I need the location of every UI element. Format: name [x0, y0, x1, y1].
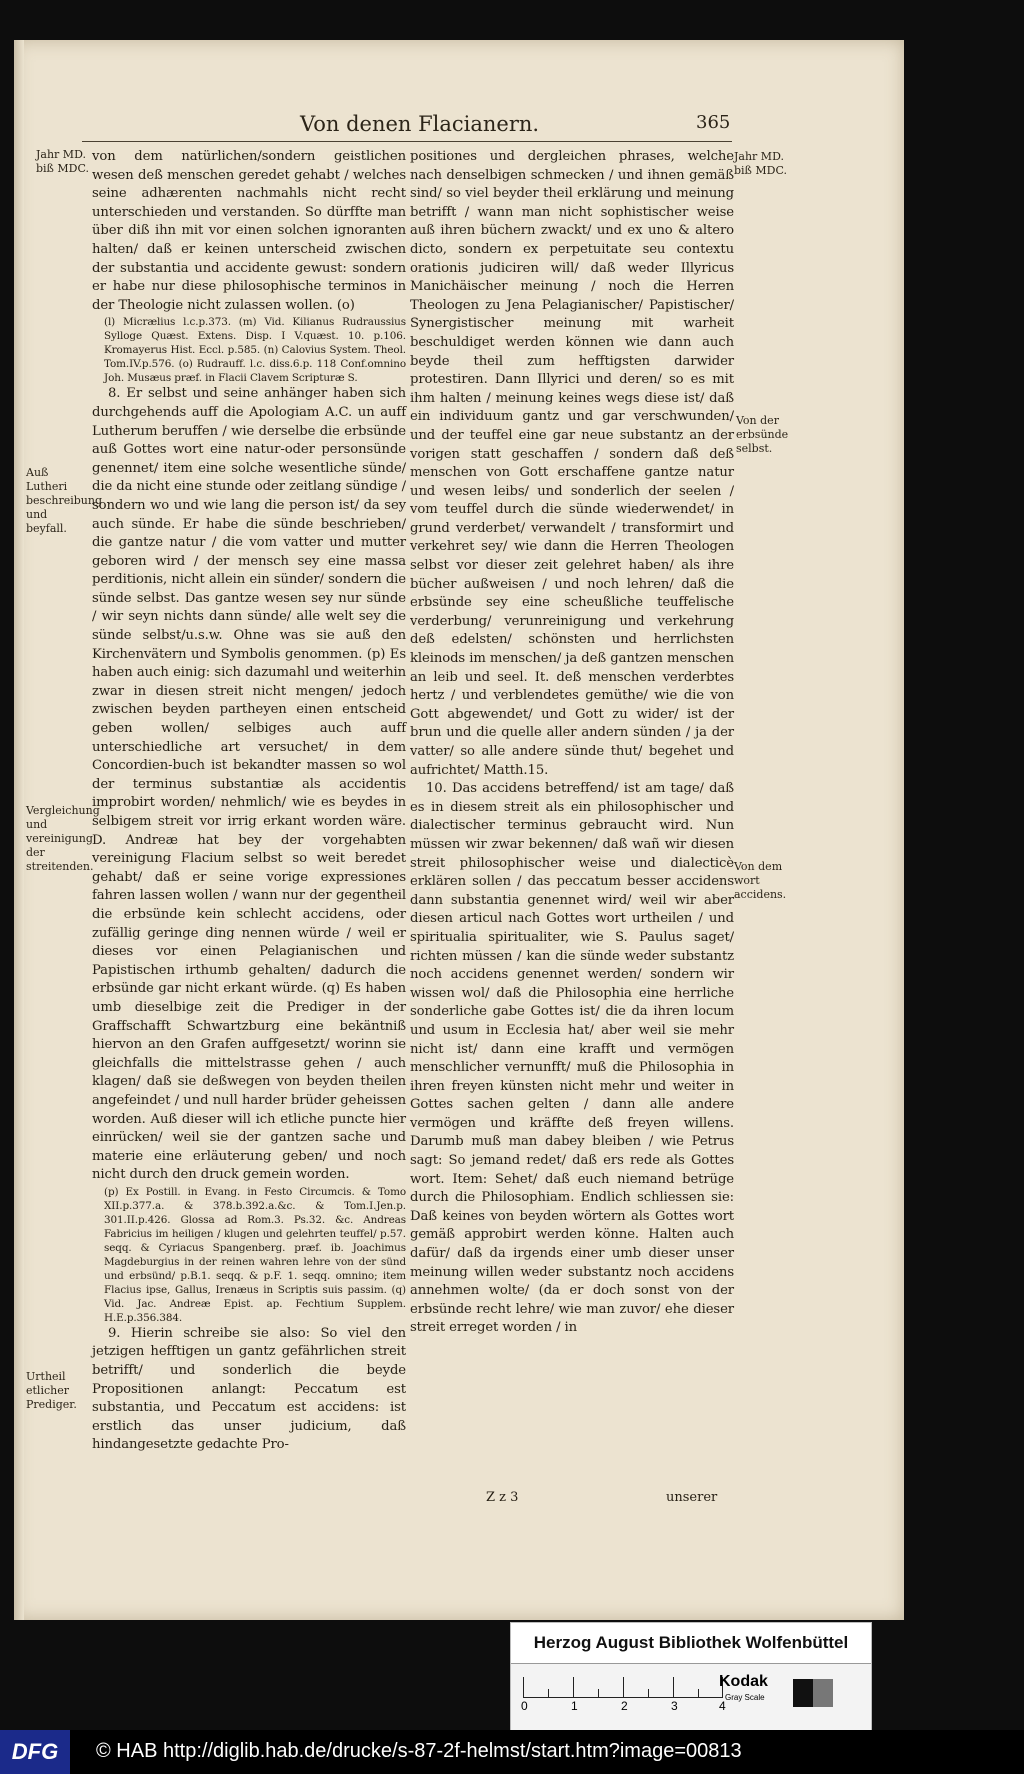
copyright-link[interactable]: © HAB http://diglib.hab.de/drucke/s-87-2f-helmst/start.htm?image=00813: [96, 1740, 742, 1762]
ruler-tick: [548, 1689, 549, 1697]
margin-note-left-c: Urtheil etlicher Prediger.: [26, 1370, 77, 1411]
ruler-tick: [623, 1677, 624, 1697]
right-text-column: [410, 148, 734, 1338]
gray-scale-label: Gray Scale: [725, 1693, 765, 1702]
library-name: Herzog August Bibliothek Wolfenbüttel: [511, 1623, 871, 1664]
ruler-tick: [698, 1689, 699, 1697]
margin-note-right-top: Jahr MD. biß MDC.: [734, 150, 788, 177]
signature-mark: Z z 3: [486, 1490, 519, 1505]
left-footnote-2: (p) Ex Postill. in Evang. in Festo Circumcis. & Tomo XII.p.377.a. & 378.b.392.a.&c. & Tom.I.Jen.p. 301.II.p.426. Glossa ad Rom.3. Ps.32. &c. Andreas Fabricius im heiligen / klugen und gelehrten teuffel/ p.57. seqq. & Cyriacus Spangenberg. præf. ib. Joachimus Magdeburgius in der reinen wahren lehre von der sünd und erbsünd/ p.B.1. seqq. & p.F. 1. seqq. omnino; item Flacius ipse, Gallus, Irenæus in Scriptis suis passim. (q) Vid. Jac. Andreæ Epist. ap. Fechtium Supplem. H.E.p.356.384.: [104, 1185, 406, 1324]
scale-ruler: [523, 1675, 723, 1698]
color-target-card: [510, 1622, 872, 1732]
margin-note-left-b: Vergleichung und vereinigung der streitenden.: [26, 804, 100, 873]
dfg-logo: DFG: [0, 1730, 70, 1774]
left-paragraph-9: 9. Hierin schreibe sie also: So viel den jetzigen hefftigen un gantz gefährlichen streit betrifft/ und sonderlich die beyde Propositionen anlangt: Peccatum est substantia, und Peccatum est accidens: ist erstlich das unser judicium, daß hindangesetzte gedachte Pro-: [92, 1325, 406, 1453]
margin-note-right-a: Von der erbsünde selbst.: [736, 414, 789, 455]
ruler-number: 0: [521, 1699, 528, 1713]
ruler-number: 1: [571, 1699, 578, 1713]
gray-scale-patch: [793, 1679, 833, 1707]
kodak-logo: Kodak: [719, 1673, 768, 1690]
left-paragraph-8: 8. Er selbst und seine anhänger haben sich durchgehends auff die Apologiam A.C. un auff Lutherum beruffen / wie derselbe die erbsünde auß Gottes wort eine natur-oder personsünde genennet/ item eine solche wesentliche sünde/ die da nicht eine stunde oder zeitlang sündige / sondern wo und wie lang die person ist/ da sey auch sünde. Er habe die sünde beschrieben/ die gantze natur / die vom vatter und mutter geboren wird / der mensch sey eine massa perditionis, nicht allein ein sünder/ sondern die sünde selbst. Das gantze wesen sey nur sünde / wir seyn nichts dann sünde/ alle welt sey die sünde selbst/u.s.w. Ohne was sie auß den Kirchenvätern und Symbolis genommen. (p) Es haben auch einig: sich dazumahl und weiterhin zwar in diesen streit nicht mengen/ jedoch zwischen beyden partheyen einen entscheid geben wollen/ selbiges auch auff unterschiedliche art versuchet/ in dem Concordien-buch ist bekandter massen so wol der terminus substantiæ als accidentis improbirt worden/ nehmlich/ wie es beydes in selbigem streit vor irrig erkant worden wäre. D. Andreæ hat bey der vorgehabten vereinigung Flacium selbst so weit beredet gehabt/ daß er seine vorige expressiones fahren lassen wollen / wann nur der gegentheil die erbsünde kein schlecht accidens, oder zufällig geringe ding nennen würde / weil er dieses vor einen Pelagianischen und Papistischen irthumb gehalten/ dadurch die erbsünde gar nicht erkant würde. (q) Es haben umb dieselbige zeit die Prediger in der Graffschafft Schwartzburg eine bekäntniß hiervon an den Grafen auffgesetzt/ worinn sie gleichfalls die mittelstrasse gehen / auch klagen/ daß sie deßwegen von beyden theilen angefeindet / und null harder brüder geheissen worden. Auß dieser will ich etliche puncte hier einrücken/ weil sie der gantzen sache und materie eine erläuterung geben/ und noch nicht durch den druck gemein worden.: [92, 386, 406, 1183]
page-number: 365: [696, 112, 731, 133]
ruler-number: 4: [719, 1699, 726, 1713]
margin-note-left-top: Jahr MD. biß MDC.: [36, 148, 90, 175]
footer-bar: [0, 1730, 1024, 1774]
ruler-tick: [598, 1689, 599, 1697]
ruler-tick: [573, 1677, 574, 1697]
left-footnote-1: (l) Micrælius l.c.p.373. (m) Vid. Kilianus Rudraussius Sylloge Quæst. Extens. Disp. I V.quæst. 10. p.106. Kromayerus Hist. Eccl. p.585. (n) Calovius System. Theol. Tom.IV.p.576. (o) Rudrauff. l.c. diss.6.p. 118 Conf.omnino Joh. Musæus præf. in Flacii Clavem Scripturæ S.: [104, 316, 406, 385]
ruler-tick: [523, 1677, 524, 1697]
running-title: Von denen Flacianern.: [300, 112, 540, 136]
catchword: unserer: [666, 1490, 718, 1505]
margin-note-left-a: Auß Lutheri beschreibung und beyfall.: [26, 466, 102, 535]
ruler-tick: [648, 1689, 649, 1697]
header-rule: [82, 141, 732, 142]
ruler-tick: [673, 1677, 674, 1697]
ruler-number: 3: [671, 1699, 678, 1713]
left-paragraph-1: von dem natürlichen/sondern geistlichen wesen deß menschen geredet gehabt / welches seine adhærenten nachmahls nicht recht unterschieden und verstanden. So dürffte man über diß ihn mit vor einen solchen ignoranten halten/ daß er keinen unterscheid zwischen der substantia und accidente gewust: sondern er habe nur diese philosophische terminos in der Theologie nicht zulassen wollen. (o): [92, 149, 406, 313]
running-header: [300, 112, 730, 136]
margin-note-right-b: Von dem wort accidens.: [734, 860, 787, 901]
left-text-column: [92, 148, 406, 1455]
page-gutter: [14, 40, 24, 1620]
ruler-number: 2: [621, 1699, 628, 1713]
right-paragraph-10: 10. Das accidens betreffend/ ist am tage/ daß es in diesem streit als ein philosophischer und dialectischer terminus gebraucht wird. Nun müssen wir zwar bekennen/ daß wañ wir diesen streit philosophischer weise und dialecticè erklären sollen / das peccatum besser accidens dann substantia genennet wird/ weil wir aber diesen articul nach Gottes wort urtheilen / und spiritualia spiritualiter, wie S. Paulus saget/ richten müssen / kan die sünde weder substantz noch accidens genennet werden/ sondern wir wissen wol/ daß die Philosophia eine herrliche sonderliche gabe Gottes ist/ die da ihren locum und usum in Ecclesia hat/ aber weil sie mehr nicht ist/ dann eine krafft und vermögen menschlicher vernunfft/ muß die Philosophia in ihren freyen künsten nicht mehr und weiter in Gottes sachen gelten / dann alle andere vermögen und kräffte deß freyen willens. Darumb muß man dabey bleiben / wie Petrus sagt: So jemand redet/ daß ers rede als Gottes wort. Item: Sehet/ daß euch niemand betrüge durch die Philosophiam. Endlich schliessen sie: Daß keines von beyden wörtern als Gottes wort gemäß approbirt werden könne. Halten auch dafür/ daß da irgends einer umb dieser unser meinung willen weder substantz noch accidens annehmen wolte/ (da er doch sonst von der erbsünde recht lehre/ wie man zuvor/ ehe dieser streit erreget worden / in: [410, 781, 734, 1336]
right-paragraph-1: positiones und dergleichen phrases, welche nach denselbigen schmecken / und ihnen gemäß sind/ so viel beyder theil erklärung und meinung betrifft / wann man nicht sophistischer weise auß ihren büchern zwackt/ und ex uno & altero dicto, sondern ex perpetuitate seu contextu orationis judiciren will/ daß weder Illyricus Manichäischer meinung / noch die Herren Theologen zu Jena Pelagianischer/ Papistischer/ Synergistischer meinung mit warheit beschuldiget werden können wie dann auch beyde theil zum hefftigsten darwider protestiren. Dann Illyrici und deren/ so es mit ihm halten / meinung keines wegs diese ist/ daß ein individuum gantz und gar verschwunden/ und der teuffel eine gar neue substantz an der vorigen statt geschaffen / sondern daß deß menschen von Gott erschaffene gantze natur und wesen leibs/ und sonderlich der seelen / vom teuffel durch die sünde wiederwendet/ in grund verderbet/ verwandelt / transformirt und verkehret sey/ wie dann die Herren Theologen selbst vor dieser zeit gelehret haben/ als ihre bücher außweisen / und noch lehren/ daß die erbsünde sey eine scheußliche teuffelische verderbung/ verunreinigung und verkehrung deß edelsten/ schönsten und herrlichsten kleinods im menschen/ ja deß gantzen menschen an leib und seel. It. deß menschen verderbtes hertz / und verblendetes gemüthe/ wie die von Gott abgewendet/ und Gott zu wider/ ist der brun und die quelle aller andern sünden / ja der vatter/ so alle andere sünde thut/ begehet und aufrichtet/ Matth.15.: [410, 149, 734, 778]
